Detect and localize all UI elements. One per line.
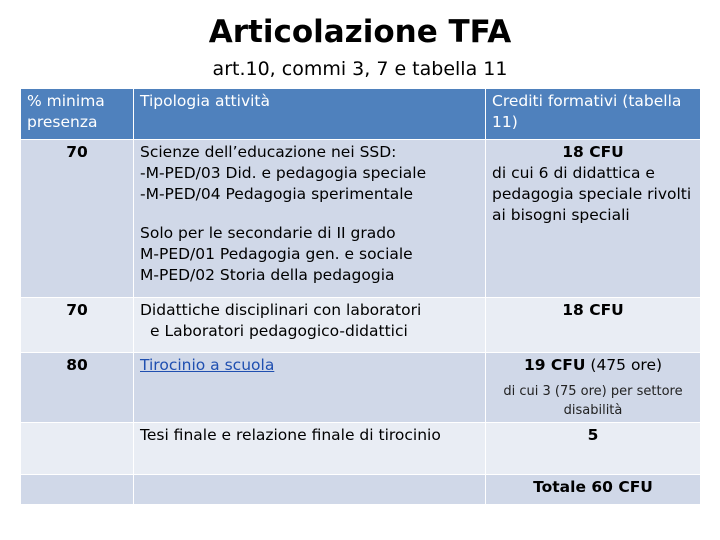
activity-line: Tesi finale e relazione finale di tirocinio <box>140 426 441 444</box>
credit-detail: di cui 6 di didattica e pedagogia speciale rivolti ai bisogni speciali <box>492 164 692 224</box>
activity-line: M-PED/02 Storia della pedagogia <box>140 266 395 284</box>
credit-hours: (475 ore) <box>590 356 663 374</box>
row-activity <box>134 140 486 298</box>
credit-value: 5 <box>587 426 599 444</box>
row-credits <box>486 353 701 423</box>
row-credits <box>486 423 701 475</box>
table-row <box>21 475 701 505</box>
table-header <box>21 89 701 140</box>
header-min-presence: % minima presenza <box>21 89 134 140</box>
activity-line: -M-PED/03 Did. e pedagogia speciale <box>140 164 427 182</box>
credit-value: 19 CFU <box>523 356 586 374</box>
tirocinio-link[interactable]: Tirocinio a scuola <box>140 356 275 374</box>
table-row <box>21 298 701 353</box>
table-row <box>21 423 701 475</box>
row-min-presence: 70 <box>21 298 134 353</box>
row-min-presence: 80 <box>21 353 134 423</box>
table-row <box>21 140 701 298</box>
row-activity <box>134 423 486 475</box>
row-min-presence <box>21 475 134 505</box>
credit-value: 18 CFU <box>562 301 624 319</box>
activity-line: M-PED/01 Pedagogia gen. e sociale <box>140 245 413 263</box>
tfa-table <box>20 88 701 505</box>
row-credits <box>486 140 701 298</box>
row-credits <box>486 298 701 353</box>
total-credits: Totale 60 CFU <box>533 478 653 496</box>
page-subtitle: art.10, commi 3, 7 e tabella 11 <box>212 58 508 80</box>
table-row <box>21 353 701 423</box>
row-min-presence <box>21 423 134 475</box>
row-activity <box>134 298 486 353</box>
activity-line: Didattiche disciplinari con laboratori <box>140 301 422 319</box>
credit-value: 18 CFU <box>562 143 624 161</box>
activity-line: e Laboratori pedagogico-didattici <box>150 322 408 340</box>
header-activity-type: Tipologia attività <box>134 89 486 140</box>
row-activity <box>134 353 486 423</box>
activity-line: Scienze dell’educazione nei SSD: <box>140 143 397 161</box>
credit-note: di cui 3 (75 ore) per settore disabilità <box>503 384 683 418</box>
activity-line: -M-PED/04 Pedagogia sperimentale <box>140 185 414 203</box>
row-activity <box>134 475 486 505</box>
row-credits <box>486 475 701 505</box>
header-credits: Crediti formativi (tabella 11) <box>486 89 701 140</box>
page-title: Articolazione TFA <box>208 14 512 50</box>
activity-line: Solo per le secondarie di II grado <box>140 224 396 242</box>
row-min-presence: 70 <box>21 140 134 298</box>
